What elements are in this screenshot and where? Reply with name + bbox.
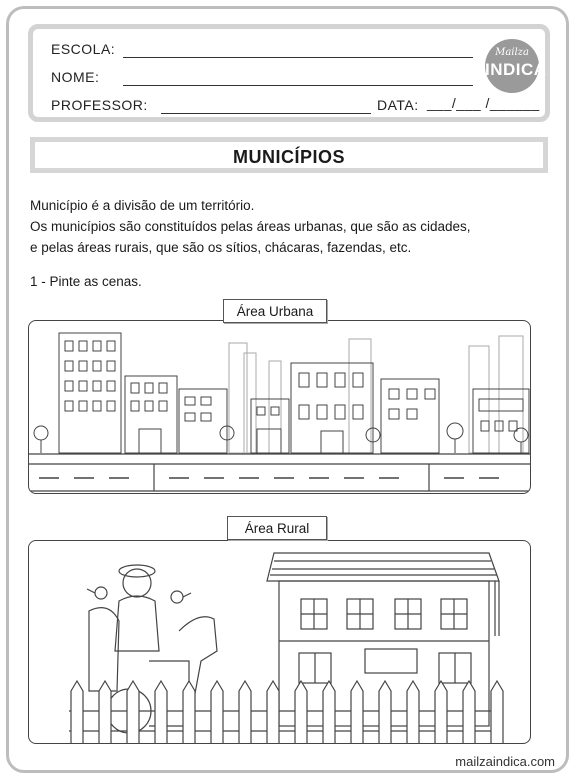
teacher-label: PROFESSOR:	[51, 97, 148, 113]
intro-line-1: Município é a divisão de um território.	[30, 198, 255, 213]
name-label: NOME:	[51, 69, 100, 85]
question-1: 1 - Pinte as cenas.	[30, 274, 142, 289]
mailza-indica-logo	[485, 39, 547, 93]
intro-line-3: e pelas áreas rurais, que são os sítios, chácaras, fazendas, etc.	[30, 240, 412, 255]
student-info-header	[28, 24, 550, 122]
intro-line-2: Os municípios são constituídos pelas áreas urbanas, que são as cidades,	[30, 219, 471, 234]
urban-area-label: Área Urbana	[223, 299, 327, 323]
teacher-line[interactable]	[161, 113, 371, 114]
school-line[interactable]	[123, 57, 473, 58]
name-line[interactable]	[123, 85, 473, 86]
date-label: DATA:	[377, 97, 419, 113]
intro-text	[30, 195, 471, 258]
date-blank[interactable]: ___/___ /______	[427, 95, 540, 111]
urban-scene	[28, 320, 531, 494]
school-label: ESCOLA:	[51, 41, 116, 57]
urban-illustration	[29, 321, 531, 494]
rural-scene	[28, 540, 531, 744]
logo-line2: INDICA	[485, 60, 547, 79]
page-title: MUNICÍPIOS	[232, 147, 345, 167]
title-box	[30, 137, 548, 173]
footer-url: mailzaindica.com	[455, 754, 555, 769]
logo-line1: Mailza	[495, 47, 529, 58]
rural-illustration	[29, 541, 531, 744]
rural-area-label: Área Rural	[227, 516, 327, 540]
